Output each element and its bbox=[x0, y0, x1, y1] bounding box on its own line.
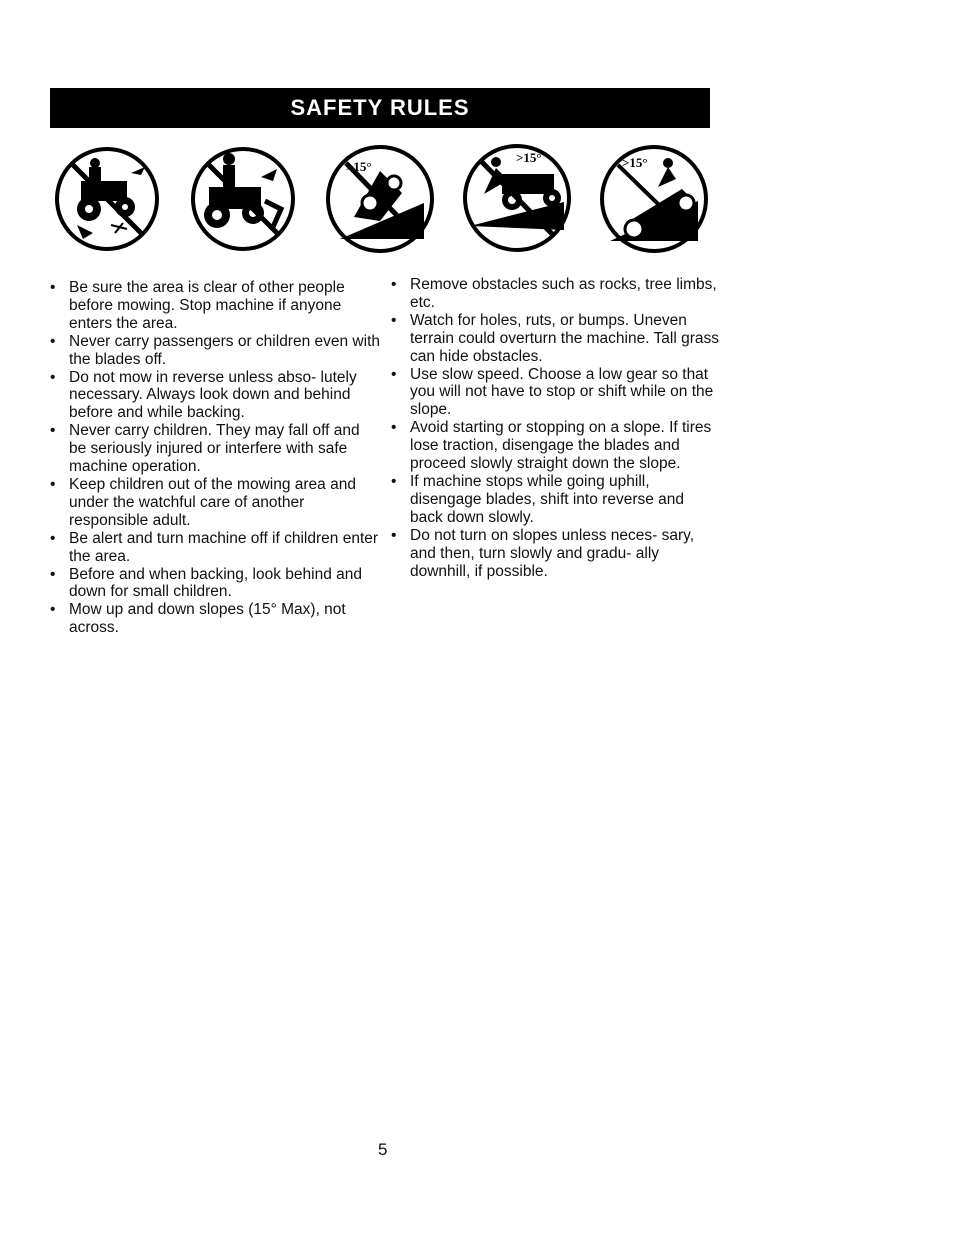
no-uphill-steep-slope-icon bbox=[456, 140, 578, 256]
list-item: • Do not mow in reverse unless abso- lutely necessary. Always look down and behind before and while backing. bbox=[50, 369, 380, 423]
slope-label: >15° bbox=[516, 150, 542, 165]
list-item: • Keep children out of the mowing area and under the watchful care of another responsible adult. bbox=[50, 476, 380, 530]
right-rules-list bbox=[391, 276, 721, 580]
page-title: SAFETY RULES bbox=[290, 95, 470, 120]
list-item: • Remove obstacles such as rocks, tree limbs, etc. bbox=[391, 276, 721, 312]
no-bystanders-mowing-icon bbox=[53, 143, 161, 255]
safety-icons-row bbox=[0, 0, 954, 270]
list-item: • If machine stops while going uphill, disengage blades, shift into reverse and back down slowly. bbox=[391, 473, 721, 527]
list-item: • Never carry passengers or children even with the blades off. bbox=[50, 333, 380, 369]
list-item: • Be alert and turn machine off if children enter the area. bbox=[50, 530, 380, 566]
list-item: • Use slow speed. Choose a low gear so that you will not have to stop or shift while on the slope. bbox=[391, 366, 721, 420]
no-mowing-across-steep-slope-icon bbox=[324, 143, 436, 255]
page-number: 5 bbox=[378, 1140, 388, 1159]
list-item: • Mow up and down slopes (15° Max), not across. bbox=[50, 601, 380, 637]
list-item: • Avoid starting or stopping on a slope. If tires lose traction, disengage the blades and proceed slowly straight down the slope. bbox=[391, 419, 721, 473]
no-passengers-icon bbox=[189, 143, 297, 255]
list-item: • Before and when backing, look behind and down for small children. bbox=[50, 566, 380, 602]
list-item: • Be sure the area is clear of other people before mowing. Stop machine if anyone enters the area. bbox=[50, 279, 380, 333]
list-item: • Never carry children. They may fall off and be seriously injured or interfere with safe machine operation. bbox=[50, 422, 380, 476]
slope-label: >15° bbox=[346, 159, 372, 174]
list-item: • Watch for holes, ruts, or bumps. Uneven terrain could overturn the machine. Tall grass can hide obstacles. bbox=[391, 312, 721, 366]
list-item: • Do not turn on slopes unless neces- sary, and then, turn slowly and gradu- ally downhill, if possible. bbox=[391, 527, 721, 581]
no-downhill-steep-slope-icon bbox=[598, 143, 710, 255]
left-rules-list bbox=[50, 279, 380, 637]
slope-label: >15° bbox=[622, 155, 648, 170]
